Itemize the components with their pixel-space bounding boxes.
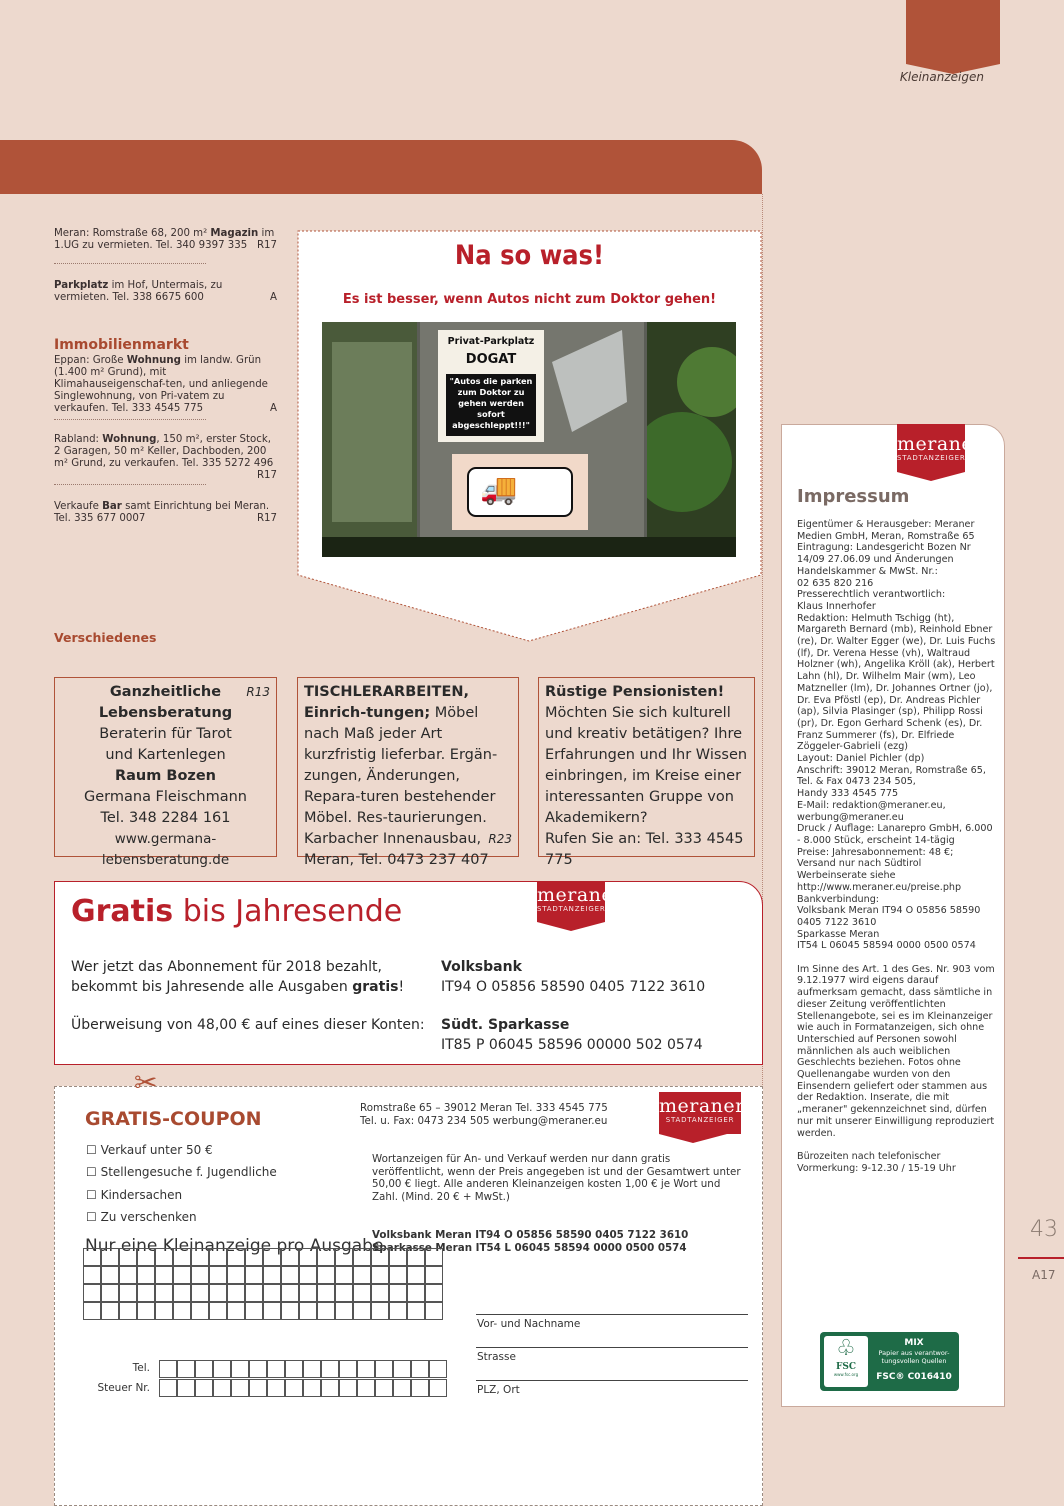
grid-cell[interactable] [281, 1248, 299, 1266]
meraner-logo: meraner STADTANZEIGER [659, 1092, 741, 1134]
grid-cell[interactable] [299, 1266, 317, 1284]
coupon-title: GRATIS-COUPON [85, 1108, 262, 1130]
city-label: PLZ, Ort [477, 1384, 520, 1396]
grid-cell[interactable] [195, 1360, 213, 1378]
grid-cell[interactable] [425, 1284, 443, 1302]
ad-code: R17 [256, 513, 277, 524]
grid-cell[interactable] [101, 1266, 119, 1284]
page-rule [1018, 1257, 1064, 1259]
gratis-transfer-text: Überweisung von 48,00 € auf eines dieser Konten: [71, 1017, 425, 1033]
grid-cell[interactable] [317, 1284, 335, 1302]
grid-cell[interactable] [227, 1302, 245, 1320]
grid-cell[interactable] [249, 1360, 267, 1378]
grid-cell[interactable] [389, 1248, 407, 1266]
verschiedenes-heading: Verschiedenes [54, 630, 157, 645]
grid-cell[interactable] [353, 1248, 371, 1266]
classified-ad: Parkplatz im Hof, Untermais, zu vermieten. Tel. 338 6675 600 A [54, 280, 277, 303]
section-label: Kleinanzeigen [899, 70, 984, 84]
grid-cell[interactable] [425, 1266, 443, 1284]
grid-cell[interactable] [263, 1302, 281, 1320]
grid-cell[interactable] [375, 1360, 393, 1378]
bank-sparkasse: Südt. Sparkasse IT85 P 06045 58596 00000 502 0574 [441, 1017, 703, 1053]
sign-text-name: DOGAT [465, 352, 517, 367]
grid-cell[interactable] [335, 1266, 353, 1284]
separator [54, 484, 206, 485]
grid-cell[interactable] [263, 1266, 281, 1284]
grid-cell[interactable] [411, 1379, 429, 1397]
grid-cell[interactable] [137, 1302, 155, 1320]
grid-cell[interactable] [303, 1379, 321, 1397]
grid-cell[interactable] [83, 1266, 101, 1284]
grid-cell[interactable] [317, 1302, 335, 1320]
fsc-badge: ♧ FSC www.fsc.org MIX Papier aus verantwor-tungsvollen Quellen FSC® C016410 [820, 1332, 959, 1391]
grid-cell[interactable] [285, 1379, 303, 1397]
grid-cell[interactable] [159, 1379, 177, 1397]
grid-cell[interactable] [317, 1248, 335, 1266]
grid-cell[interactable] [393, 1360, 411, 1378]
grid-cell[interactable] [353, 1266, 371, 1284]
grid-cell[interactable] [119, 1248, 137, 1266]
word-entry-grid[interactable] [83, 1248, 445, 1320]
grid-cell[interactable] [83, 1284, 101, 1302]
grid-cell[interactable] [389, 1266, 407, 1284]
coupon-info: Wortanzeigen für An- und Verkauf werden nur dann gratis veröffentlicht, wenn der Preis angegeben ist und der Gesamtwert unter 50,00 € liegt. Alle anderen Kleinanzeigen kosten 1,00 € je Wort und Zahl. (Mind. 20 € + MwSt.) [372, 1153, 741, 1203]
nasowas-subtitle: Es ist besser, wenn Autos nicht zum Doktor gehen! [342, 292, 717, 307]
ad-lebensberatung: R13 Ganzheitliche Lebensberatung Beraterin für Tarot und Kartenlegen Raum Bozen Germana Fleischmann Tel. 348 2284 161 www.germana-lebensberatung.de [54, 677, 277, 857]
grid-cell[interactable] [371, 1302, 389, 1320]
page-number: 43 [1030, 1217, 1058, 1242]
grid-cell[interactable] [155, 1302, 173, 1320]
grid-cell[interactable] [411, 1360, 429, 1378]
grid-cell[interactable] [119, 1266, 137, 1284]
grid-cell[interactable] [303, 1360, 321, 1378]
grid-cell[interactable] [375, 1379, 393, 1397]
grid-cell[interactable] [335, 1248, 353, 1266]
checkbox-stellengesuche[interactable]: ☐ Stellengesuche f. Jugendliche [86, 1165, 277, 1179]
grid-cell[interactable] [335, 1302, 353, 1320]
name-label: Vor- und Nachname [477, 1318, 581, 1330]
grid-cell[interactable] [227, 1248, 245, 1266]
grid-cell[interactable] [101, 1248, 119, 1266]
grid-cell[interactable] [267, 1360, 285, 1378]
ad-code: A [270, 403, 277, 414]
grid-cell[interactable] [357, 1379, 375, 1397]
grid-cell[interactable] [371, 1284, 389, 1302]
tel-entry-grid[interactable] [159, 1360, 447, 1378]
grid-cell[interactable] [429, 1360, 447, 1378]
gratis-title: Gratis bis Jahresende [71, 894, 403, 929]
classified-ad: Meran: Romstraße 68, 200 m² Magazin im 1.UG zu vermieten. Tel. 340 9397 335 R17 [54, 228, 277, 251]
grid-cell[interactable] [83, 1248, 101, 1266]
grid-cell[interactable] [407, 1266, 425, 1284]
grid-cell[interactable] [177, 1379, 195, 1397]
ad-code: R17 [256, 240, 277, 251]
grid-cell[interactable] [299, 1284, 317, 1302]
grid-cell[interactable] [389, 1302, 407, 1320]
classified-ad: Verkaufe Bar samt Einrichtung bei Meran. Tel. 335 677 0007 R17 [54, 501, 277, 524]
meraner-logo: meraner STADTANZEIGER [537, 881, 605, 922]
grid-cell[interactable] [321, 1379, 339, 1397]
sign-text-top: Privat-Parkplatz [447, 336, 535, 347]
checkbox-verkauf[interactable]: ☐ Verkauf unter 50 € [86, 1143, 213, 1157]
grid-cell[interactable] [371, 1266, 389, 1284]
grid-cell[interactable] [357, 1360, 375, 1378]
meraner-logo: meraner STADTANZEIGER [897, 424, 965, 472]
fsc-tree-icon: ♧ FSC www.fsc.org [824, 1336, 868, 1387]
grid-cell[interactable] [119, 1302, 137, 1320]
grid-cell[interactable] [227, 1266, 245, 1284]
impressum-text: Eigentümer & Herausgeber: Meraner Medien GmbH, Meran, Romstraße 65 Eintragung: Landesgericht Bozen Nr 14/09 27.06.09 und Änderungen Handelskammer & MwSt. Nr.: 02 635 820 216 Presserechtlich verantwortlich: Klaus Innerhofer Redaktion: Helmuth Tschigg (ht), Margareth Bernard (mb), Reinhold Ebner (re), Dr. Walter Egger (we), Dr. Luis Fuchs (lf), Dr. Verena Hesse (vh), Waltraud Holzner (wh), Angelika Kröll (ak), Herbert Lahn (hl), Dr. Wilhelm Mair (wm), Leo Matzneller (lm), Dr. Johannes Ortner (jo), Dr. Eva Pföstl (ep), Dr. Andreas Pichler (ap), Silvia Plasinger (sp), Philipp Rossi (pr), Dr. Egon Gerhard Schenk (es), Dr. Franz Summerer (fs), Dr. Elfriede Zöggeler-Gabrieli (ezg) Layout: Daniel Pichler (dp) Anschrift: 39012 Meran, Romstraße 65, Tel. & Fax 0473 234 505, Handy 333 4545 775 E-Mail: redaktion@meraner.eu, werbung@meraner.eu Druck / Auflage: Lanarepro GmbH, 6.000 - 8.000 Stück, erscheint 14-tägig Preise: Jahresabonnement: 48 €; Versand nur nach Südtirol Werbeinserate siehe http://www.meraner.eu/preise.php Bankverbindung: Volksbank Meran IT94 O 05856 58590 0405 7122 3610 Sparkasse Meran IT54 L 06045 58594 0000 0500 0574 Im Sinne des Art. 1 des Ges. Nr. 903 vom 9.12.1977 wird eigens darauf aufmerksam gemacht, dass sämtliche in dieser Zeitung veröffentlichten Stellenangebote, sei es im Kleinanzeiger wie auch in Formatanzeigen, sich ohne Unterschied auf Personen sowohl männlichen als auch weiblichen Geschlechts beziehen. Fotos ohne Quellenangabe wurden von den Einsendern geliefert oder stammen aus der Redaktion. Inserate, die mit „meraner" gekennzeichnet sind, dürfen nur mit unserer Einwilligung reproduziert werden. Bürozeiten nach telefonischer Vormerkung: 9-12.30 / 15-19 Uhr [797, 519, 996, 1174]
grid-cell[interactable] [155, 1248, 173, 1266]
grid-cell[interactable] [249, 1379, 267, 1397]
street-field[interactable] [476, 1347, 748, 1348]
grid-cell[interactable] [137, 1266, 155, 1284]
grid-cell[interactable] [407, 1302, 425, 1320]
grid-cell[interactable] [159, 1360, 177, 1378]
separator [54, 263, 206, 264]
grid-cell[interactable] [119, 1284, 137, 1302]
city-field[interactable] [476, 1380, 748, 1381]
impressum-title: Impressum [797, 486, 910, 507]
checkbox-verschenken[interactable]: ☐ Zu verschenken [86, 1210, 197, 1224]
separator [54, 419, 206, 420]
ad-tischlerarbeiten: TISCHLERARBEITEN, Einrich-tungen; Möbel nach Maß jeder Art kurzfristig lieferbar. Ergän-zungen, Änderungen, Repara-turen bestehender Möbel. Res-taurierungen. Karbacher Innenausbau, Meran, Tel. 0473 237 407 R23 [297, 677, 519, 857]
grid-cell[interactable] [339, 1379, 357, 1397]
grid-cell[interactable] [299, 1248, 317, 1266]
grid-cell[interactable] [245, 1266, 263, 1284]
grid-cell[interactable] [213, 1360, 231, 1378]
nasowas-title: Na so was! [454, 240, 605, 271]
gratis-text: Wer jetzt das Abonnement für 2018 bezahlt, bekommt bis Jahresende alle Ausgaben gratis! [71, 959, 405, 995]
grid-cell[interactable] [299, 1302, 317, 1320]
grid-cell[interactable] [285, 1360, 303, 1378]
tax-label: Steuer Nr. [97, 1382, 150, 1394]
grid-cell[interactable] [263, 1284, 281, 1302]
ad-code: R23 [488, 832, 512, 846]
street-label: Strasse [477, 1351, 516, 1363]
grid-cell[interactable] [213, 1379, 231, 1397]
tel-label: Tel. [132, 1362, 150, 1374]
grid-cell[interactable] [177, 1360, 195, 1378]
grid-cell[interactable] [83, 1302, 101, 1320]
grid-cell[interactable] [321, 1360, 339, 1378]
grid-cell[interactable] [191, 1248, 209, 1266]
grid-cell[interactable] [245, 1248, 263, 1266]
grid-cell[interactable] [209, 1284, 227, 1302]
grid-cell[interactable] [209, 1266, 227, 1284]
grid-cell[interactable] [173, 1248, 191, 1266]
classified-ad: Eppan: Große Wohnung im landw. Grün (1.400 m² Grund), mit Klimahauseigenschaf-ten, und anliegende Singlewohnung, von Pri-vatem zu verkaufen. Tel. 333 4545 775 A [54, 355, 277, 414]
grid-cell[interactable] [353, 1284, 371, 1302]
parking-sign-photo [322, 322, 736, 557]
ad-code: R13 [246, 685, 270, 699]
grid-cell[interactable] [155, 1266, 173, 1284]
header-band [0, 140, 762, 194]
grid-cell[interactable] [425, 1248, 443, 1266]
grid-cell[interactable] [425, 1302, 443, 1320]
grid-cell[interactable] [407, 1248, 425, 1266]
grid-cell[interactable] [393, 1379, 411, 1397]
grid-cell[interactable] [267, 1379, 285, 1397]
scissors-icon: ✂ [134, 1066, 158, 1099]
coupon-address: Romstraße 65 – 39012 Meran Tel. 333 4545 775 Tel. u. Fax: 0473 234 505 werbung@meraner.eu [360, 1102, 608, 1127]
grid-cell[interactable] [389, 1284, 407, 1302]
grid-cell[interactable] [101, 1302, 119, 1320]
name-field[interactable] [476, 1314, 748, 1315]
page-code: A17 [1032, 1268, 1056, 1282]
grid-cell[interactable] [281, 1284, 299, 1302]
grid-cell[interactable] [407, 1284, 425, 1302]
grid-cell[interactable] [263, 1248, 281, 1266]
grid-cell[interactable] [371, 1248, 389, 1266]
immobilien-heading: Immobilienmarkt [54, 337, 189, 353]
grid-cell[interactable] [137, 1248, 155, 1266]
grid-cell[interactable] [231, 1379, 249, 1397]
grid-cell[interactable] [155, 1284, 173, 1302]
one-ad-note: Nur eine Kleinanzeige pro Ausgabe [85, 1236, 384, 1256]
grid-cell[interactable] [137, 1284, 155, 1302]
grid-cell[interactable] [191, 1302, 209, 1320]
grid-cell[interactable] [245, 1302, 263, 1320]
grid-cell[interactable] [173, 1266, 191, 1284]
grid-cell[interactable] [195, 1379, 213, 1397]
grid-cell[interactable] [231, 1360, 249, 1378]
grid-cell[interactable] [245, 1284, 263, 1302]
grid-cell[interactable] [191, 1266, 209, 1284]
sign-text-warning: "Autos die parken zum Doktor zu gehen werden sofort abgeschleppt!!!" [449, 376, 533, 430]
grid-cell[interactable] [429, 1379, 447, 1397]
grid-cell[interactable] [339, 1360, 357, 1378]
grid-cell[interactable] [209, 1302, 227, 1320]
ad-code: A [270, 292, 277, 303]
grid-cell[interactable] [281, 1302, 299, 1320]
grid-cell[interactable] [209, 1248, 227, 1266]
grid-cell[interactable] [227, 1284, 245, 1302]
tax-entry-grid[interactable] [159, 1379, 447, 1397]
ad-pensionisten: Rüstige Pensionisten! Möchten Sie sich kulturell und kreativ betätigen? Ihre Erfahrungen und Ihr Wissen einbringen, im Kreise einer interessanten Gruppe von Akademikern? Rufen Sie an: Tel. 333 4545 775 [538, 677, 755, 857]
grid-cell[interactable] [101, 1284, 119, 1302]
checkbox-kindersachen[interactable]: ☐ Kindersachen [86, 1188, 183, 1202]
grid-cell[interactable] [173, 1302, 191, 1320]
classified-ad: Rabland: Wohnung, 150 m², erster Stock, 2 Garagen, 50 m² Keller, Dachboden, 200 m² Grund, zu verkaufen. Tel. 335 5272 496 R17 [54, 434, 277, 481]
grid-cell[interactable] [173, 1284, 191, 1302]
grid-cell[interactable] [317, 1266, 335, 1284]
grid-cell[interactable] [191, 1284, 209, 1302]
ad-code: R17 [256, 470, 277, 481]
bank-volksbank: Volksbank IT94 O 05856 58590 0405 7122 3610 [441, 959, 706, 995]
coupon-banks: Volksbank Meran IT94 O 05856 58590 0405 7122 3610 Sparkasse Meran IT54 L 06045 58594 0000 0500 0574 [372, 1229, 689, 1254]
top-tab-decoration [906, 0, 1000, 64]
grid-cell[interactable] [353, 1302, 371, 1320]
tow-truck-icon: 🚚 [480, 472, 518, 507]
grid-cell[interactable] [281, 1266, 299, 1284]
grid-cell[interactable] [335, 1284, 353, 1302]
